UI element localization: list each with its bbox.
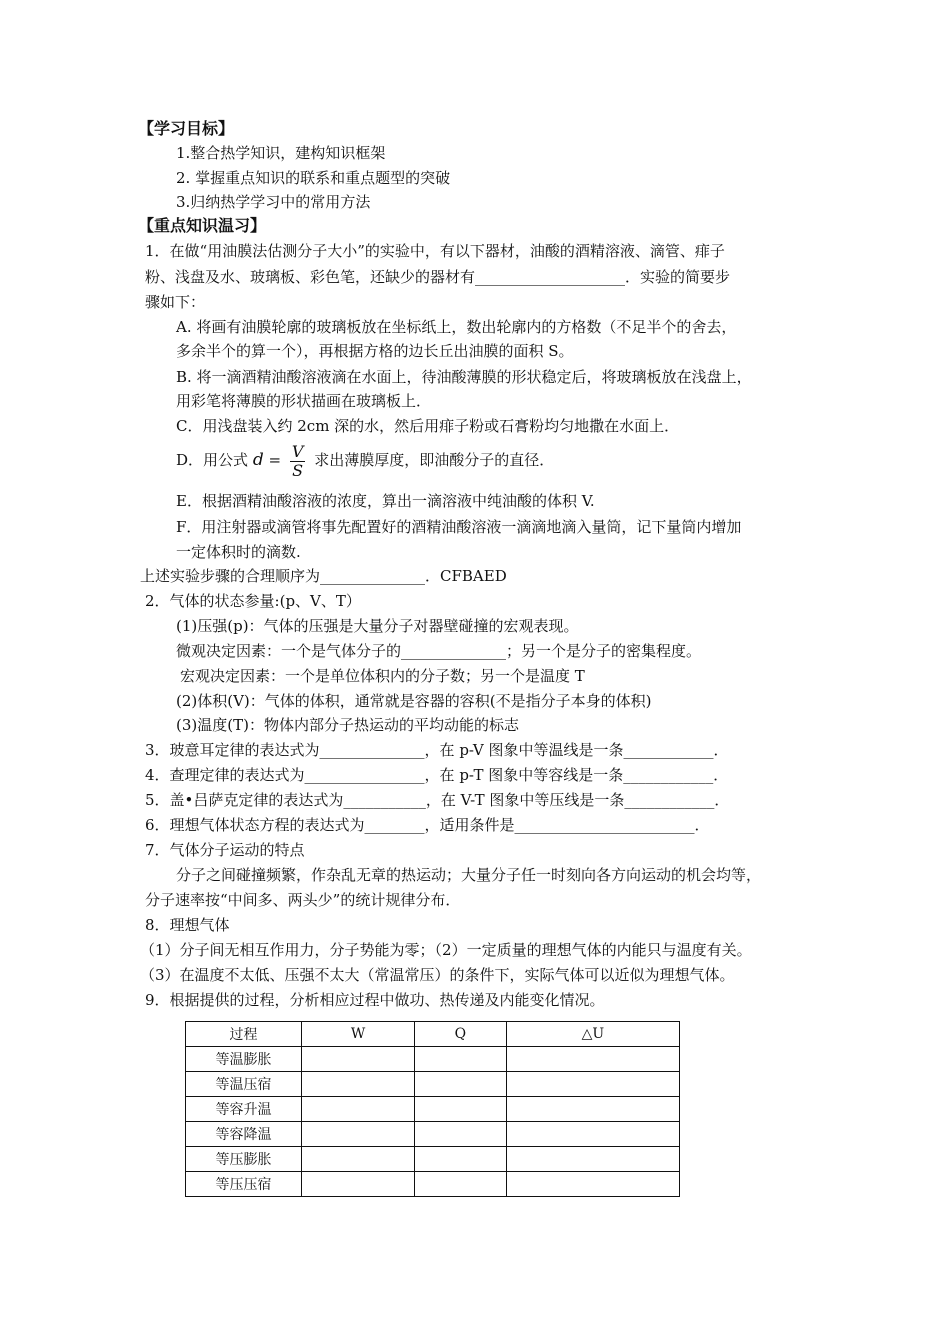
formula-numerator: V [291,441,304,461]
objective-1: 1.整合热学知识，建构知识框架 [176,144,386,162]
process-name: 等容升温 [186,1097,302,1122]
formula-denominator: S [292,460,304,480]
section-title-review: 【重点知识温习】 [138,216,267,235]
answer-cell[interactable] [506,1147,679,1172]
answer-cell[interactable] [506,1097,679,1122]
process-name: 等压压宿 [186,1172,302,1197]
process-table [185,1021,680,1197]
answer-cell[interactable] [302,1147,415,1172]
table-row [186,1147,680,1172]
q1-step-d-prefix: D．用公式 [176,451,249,469]
q1-step-f-2: 一定体积时的滴数. [176,543,301,561]
q2-pressure: (1)压强(p)：气体的压强是大量分子对器壁碰撞的宏观表现。 [176,617,579,635]
q2-volume: (2)体积(V)：气体的体积，通常就是容器的容积(不是指分子本身的体积) [176,692,652,710]
q8-line-3: （3）在温度不太低、压强不太大（常温常压）的条件下，实际气体可以近似为理想气体。 [140,966,735,984]
answer-cell[interactable] [415,1072,507,1097]
q1-step-d [176,442,554,480]
q6: 6．理想气体状态方程的表达式为________，适用条件是________________________． [145,816,710,834]
q7-line-2: 分子之间碰撞频繁，作杂乱无章的热运动；大量分子任一时刻向各方向运动的机会均等， [176,866,762,884]
answer-cell[interactable] [506,1172,679,1197]
process-name: 等压膨胀 [186,1147,302,1172]
answer-cell[interactable] [415,1047,507,1072]
q5: 5．盖•吕萨克定律的表达式为___________，在 V-T 图象中等压线是一条____________． [145,791,730,809]
q8-line-2: （1）分子间无相互作用力，分子势能为零；（2）一定质量的理想气体的内能只与温度有关。 [140,941,752,959]
q1-step-d-suffix: 求出薄膜厚度，即油酸分子的直径． [314,451,555,469]
q2-macro: 宏观决定因素：一个是单位体积内的分子数；另一个是温度 T [180,667,585,685]
q1-step-b-2: 用彩笔将薄膜的形状描画在玻璃板上． [176,392,432,410]
answer-cell[interactable] [506,1047,679,1072]
q1-step-a-1: A. 将画有油膜轮廓的玻璃板放在坐标纸上，数出轮廓内的方格数（不足半个的舍去， [176,318,737,336]
objective-2: 2. 掌握重点知识的联系和重点题型的突破 [176,169,451,187]
table-row [186,1172,680,1197]
q1-step-e: E．根据酒精油酸溶液的浓度，算出一滴溶液中纯油酸的体积 V. [176,492,595,510]
answer-cell[interactable] [302,1172,415,1197]
answer-cell[interactable] [302,1072,415,1097]
q1-line-1: 1．在做“用油膜法估测分子大小”的实验中，有以下器材，油酸的酒精溶液、滴管、痱子 [145,242,725,260]
q1-step-b-1: B. 将一滴酒精油酸溶液滴在水面上，待油酸薄膜的形状稳定后，将玻璃板放在浅盘上， [176,368,752,386]
answer-cell[interactable] [506,1122,679,1147]
answer-cell[interactable] [302,1047,415,1072]
q2-line-1: 2．气体的状态参量:(p、V、T） [145,592,361,610]
q1-step-f-1: F．用注射器或滴管将事先配置好的酒精油酸溶液一滴滴地滴入量筒，记下量筒内增加 [176,518,742,536]
q3: 3．玻意耳定律的表达式为______________，在 p-V 图象中等温线是一条____________． [145,741,729,759]
answer-cell[interactable] [506,1072,679,1097]
table-row [186,1097,680,1122]
table-header: △U [506,1022,679,1047]
table-header: 过程 [186,1022,302,1047]
answer-cell[interactable] [415,1147,507,1172]
table-header-row [186,1022,680,1047]
table-header: Q [415,1022,507,1047]
objective-3: 3.归纳热学学习中的常用方法 [176,193,371,211]
table-row [186,1122,680,1147]
table-row [186,1047,680,1072]
section-title-objectives: 【学习目标】 [138,119,235,138]
table-header: W [302,1022,415,1047]
formula-eq: = [268,451,282,469]
q9: 9．根据提供的过程，分析相应过程中做功、热传递及内能变化情况。 [145,991,605,1009]
q1-line-3: 骤如下： [145,293,206,311]
q4: 4．查理定律的表达式为________________，在 p-T 图象中等容线是一条____________． [145,766,729,784]
q1-step-a-2: 多余半个的算一个），再根据方格的边长丘出油膜的面积 S。 [176,342,574,360]
table-row [186,1072,680,1097]
answer-cell[interactable] [415,1122,507,1147]
q1-line-2: 粉、浅盘及水、玻璃板、彩色笔，还缺少的器材有____________________．实验的简要步 [145,268,731,286]
formula-fraction [290,443,306,480]
formula-d: d [252,450,264,470]
q2-micro: 微观决定因素：一个是气体分子的______________；另一个是分子的密集程度。 [176,642,702,660]
answer-cell[interactable] [415,1172,507,1197]
q1-order: 上述实验步骤的合理顺序为______________．CFBAED [140,567,507,585]
q7-line-3: 分子速率按“中间多、两头少”的统计规律分布． [145,891,461,909]
q1-step-c: C．用浅盘装入约 2cm 深的水，然后用痱子粉或石膏粉均匀地撒在水面上． [176,417,680,435]
process-name: 等容降温 [186,1122,302,1147]
answer-cell[interactable] [302,1122,415,1147]
q8-line-1: 8．理想气体 [145,916,230,934]
answer-cell[interactable] [302,1097,415,1122]
q2-temperature: (3)温度(T)：物体内部分子热运动的平均动能的标志 [176,716,519,734]
answer-cell[interactable] [415,1097,507,1122]
q7-line-1: 7．气体分子运动的特点 [145,841,305,859]
process-name: 等温压宿 [186,1072,302,1097]
process-name: 等温膨胀 [186,1047,302,1072]
